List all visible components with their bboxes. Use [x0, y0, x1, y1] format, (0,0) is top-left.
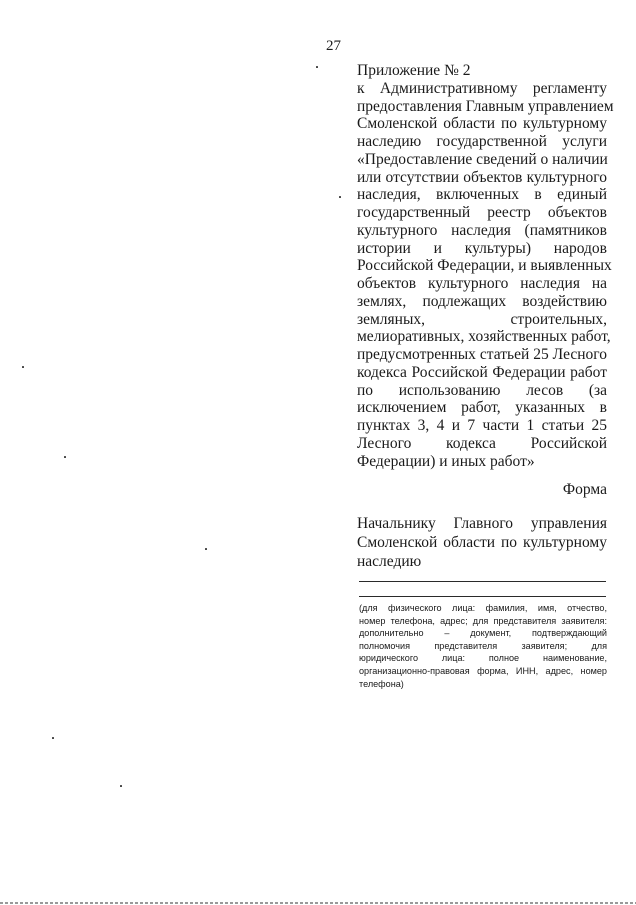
- appendix-line: государственный реестр объектов: [357, 204, 607, 221]
- recipient-block: [357, 514, 607, 571]
- appendix-line: культурного наследия (памятников: [357, 221, 607, 239]
- appendix-line: Смоленской области по культурному: [357, 115, 607, 133]
- note-line: телефона): [359, 678, 404, 689]
- appendix-line: Федерации) и иных работ»: [357, 452, 535, 470]
- appendix-line: к Административному регламенту: [357, 79, 607, 97]
- scan-speck: [120, 785, 122, 787]
- scan-speck: [205, 548, 207, 550]
- appendix-line: пунктах 3, 4 и 7 части 1 статьи 25: [357, 417, 607, 434]
- note-line: дополнительно – документ, подтверждающий: [359, 628, 607, 639]
- applicant-blank-line: [359, 581, 606, 582]
- recipient-line: Начальнику Главного управления: [357, 515, 607, 532]
- appendix-line: наследия, включенных в единый: [357, 186, 607, 204]
- appendix-line: предоставления Главным управлением: [357, 97, 614, 115]
- appendix-line: Приложение № 2: [357, 62, 471, 79]
- appendix-heading: [357, 62, 614, 470]
- form-label: Форма: [562, 481, 607, 498]
- note-line: номер телефона, адрес; для представителя заявителя:: [359, 615, 607, 626]
- page-number: 27: [326, 38, 341, 54]
- note-line: полномочия представителя заявителя; для: [359, 640, 607, 651]
- appendix-line: Российской Федерации, и выявленных: [357, 257, 612, 275]
- note-line: организационно-правовая форма, ИНН, адрес, номер: [359, 665, 607, 676]
- appendix-line: мелиоративных, хозяйственных работ,: [357, 328, 611, 346]
- appendix-line: Лесного кодекса Российской: [357, 434, 607, 452]
- appendix-line: исключением работ, указанных в: [357, 399, 607, 417]
- applicant-note: [359, 602, 607, 690]
- scan-speck: [339, 196, 341, 198]
- appendix-line: объектов культурного наследия на: [357, 275, 607, 292]
- applicant-blank-line: [359, 596, 606, 597]
- recipient-line: наследию: [357, 553, 422, 570]
- appendix-line: кодекса Российской Федерации работ: [357, 363, 607, 381]
- appendix-line: истории и культуры) народов: [357, 239, 607, 257]
- appendix-line: по использованию лесов (за: [357, 381, 607, 399]
- note-line: (для физического лица: фамилия, имя, отчество,: [359, 603, 607, 613]
- note-line: юридического лица: полное наименование,: [359, 653, 607, 664]
- scan-speck: [316, 66, 318, 68]
- appendix-line: земляных, строительных,: [357, 310, 607, 328]
- appendix-line: «Предоставление сведений о наличии: [357, 150, 608, 168]
- appendix-line: землях, подлежащих воздействию: [357, 292, 607, 310]
- appendix-line: предусмотренных статьей 25 Лесного: [357, 346, 607, 363]
- scan-speck: [52, 737, 54, 739]
- scan-speck: [64, 456, 66, 458]
- scan-edge: [0, 902, 636, 904]
- recipient-line: Смоленской области по культурному: [357, 534, 607, 551]
- appendix-line: или отсутствии объектов культурного: [357, 168, 607, 186]
- appendix-line: наследию государственной услуги: [357, 133, 607, 150]
- scan-speck: [22, 366, 24, 368]
